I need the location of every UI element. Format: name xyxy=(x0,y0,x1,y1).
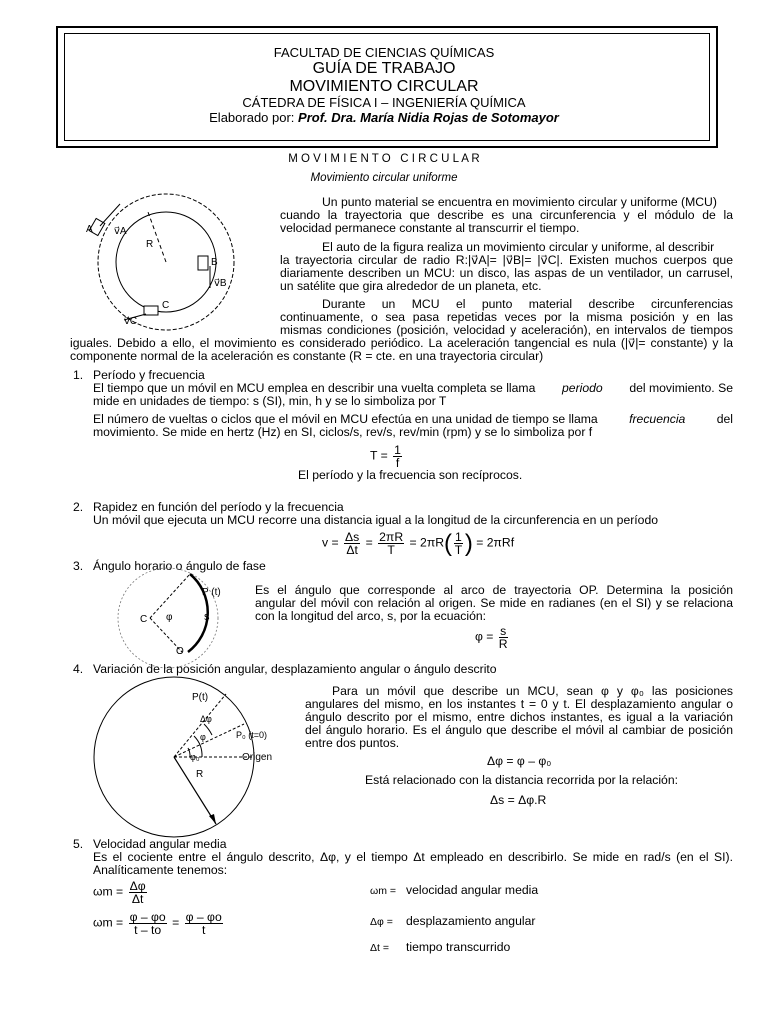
s1-formula-num: 1 xyxy=(394,443,401,457)
s4-label-origen: Origen xyxy=(242,752,273,763)
s3-formula-fraction xyxy=(499,625,508,650)
s3-number: 3. xyxy=(73,559,84,573)
car-b xyxy=(198,256,208,270)
fig1-label-r: R xyxy=(146,239,154,250)
s5-legend-2-sym: Δφ = xyxy=(370,916,393,928)
intro-p1-line-2: cuando la trayectoria que describe es una circunferencia y el módulo de la xyxy=(280,208,733,222)
s1-title: Período y frecuencia xyxy=(93,368,205,382)
intro-p3-line-4: iguales. Debido a ello, el movimiento es considerado periódico. La aceleración tangencial es nula (|v⃗|= constante) y la xyxy=(70,336,733,350)
fig1-label-vb: v⃗B xyxy=(214,278,227,289)
s5-f1-fraction xyxy=(129,880,147,905)
s3-line-2: angular del móvil con relación al origen. Se mide en radianes (en el SI) y se relaciona xyxy=(255,596,733,610)
s1-term-frequency: frecuencia xyxy=(629,412,686,426)
intro-p1-line-1: Un punto material se encuentra en movimiento circular y uniforme (MCU) xyxy=(322,195,717,209)
figure-angular-displacement xyxy=(96,690,286,840)
fig1-label-vc: v⃗C xyxy=(124,316,138,327)
figure-angle-phase xyxy=(110,580,250,660)
s5-p2: Analíticamente tenemos: xyxy=(93,863,228,877)
s4-number: 4. xyxy=(73,662,84,676)
subtitle: Movimiento circular uniforme xyxy=(310,172,458,184)
s2-frac-2-num: 2πR xyxy=(379,530,404,544)
s1-formula-fraction xyxy=(393,444,402,469)
s3-label-p: P (t) xyxy=(202,587,221,598)
s5-f2-frac-2-num: φ – φo xyxy=(185,910,222,924)
s5-legend-2 xyxy=(370,915,535,929)
s2-number: 2. xyxy=(73,500,84,514)
s3-formula-den: R xyxy=(498,637,508,651)
s5-f1-den: Δt xyxy=(131,892,144,906)
s1-p1-text-a: El tiempo que un móvil en MCU emplea en describir una vuelta completa se llama xyxy=(93,381,536,395)
s5-legend-1-desc: velocidad angular media xyxy=(406,883,539,897)
s2-f-2piR: = 2πR xyxy=(409,535,445,550)
s1-p2-text-a: El número de vueltas o ciclos que el móvil en MCU efectúa en una unidad de tiempo se llama xyxy=(93,412,598,426)
s4-label-phi: φ xyxy=(200,732,206,742)
intro-p3-line-3: mismas condiciones (posición, velocidad y aceleración), en intervalos de tiempos xyxy=(280,323,733,337)
faculty-name: FACULTAD DE CIENCIAS QUÍMICAS xyxy=(273,45,495,60)
s5-f2-eq: = xyxy=(172,915,180,930)
guide-title: GUÍA DE TRABAJO xyxy=(312,60,456,77)
s4-label-p: P(t) xyxy=(192,692,209,703)
intro-p2-line-1: El auto de la figura realiza un movimiento circular y uniforme, al describir xyxy=(322,240,715,254)
s4-line-5: entre dos puntos. xyxy=(305,736,400,750)
s4-line-4: del ángulo horario. Es el ángulo que describe el móvil al cambiar de posición xyxy=(305,723,733,737)
author-name: Prof. Dra. María Nidia Rojas de Sotomayor xyxy=(298,110,559,125)
fig1-label-b: B xyxy=(211,257,218,268)
car-c xyxy=(144,306,158,315)
s5-title: Velocidad angular media xyxy=(93,837,227,851)
author-label: Elaborado por: xyxy=(209,110,295,125)
s1-formula-den: f xyxy=(395,456,400,470)
s3-line-1: Es el ángulo que corresponde al arco de trayectoria OP. Determina la posición xyxy=(255,583,733,597)
s1-number: 1. xyxy=(73,368,84,382)
s5-f2-frac-1-num: φ – φo xyxy=(129,910,166,924)
s5-f2-lhs: ωm = xyxy=(93,915,124,930)
s3-label-s: s xyxy=(204,611,210,623)
s4-formula-2: Δs = Δφ.R xyxy=(490,793,547,807)
s2-paren-open: ( xyxy=(444,529,453,557)
s4-line-3: ángulo descrito por el mismo, entre dichos instantes, es igual a la variación xyxy=(305,710,733,724)
section-title: M O V I M I E N T O C I R C U L A R xyxy=(288,153,480,165)
s1-formula-period xyxy=(370,444,404,469)
s2-frac-3 xyxy=(454,531,463,556)
s1-formula-lhs: T = xyxy=(370,448,388,463)
s1-p1-line-2: mide en unidades de tiempo: s (SI), min, h y se lo simboliza por T xyxy=(93,394,447,408)
s1-p1-text-b: del movimiento. Se xyxy=(629,381,733,395)
s3-title: Ángulo horario o ángulo de fase xyxy=(93,559,266,573)
intro-p3-line-2: continuamente, o sea pasa repetidas veces por la misma posición y en las xyxy=(280,310,733,324)
s5-legend-1-sym: ωm = xyxy=(370,885,396,897)
fig1-label-va: v⃗A xyxy=(114,226,127,237)
topic-title: MOVIMIENTO CIRCULAR xyxy=(289,78,479,95)
s1-term-period: periodo xyxy=(562,381,603,395)
s5-f1-lhs: ωm = xyxy=(93,884,124,899)
s4-radius-p0 xyxy=(174,724,244,757)
figure-car-circular-track xyxy=(80,196,260,336)
s5-f1-num: Δφ xyxy=(129,879,146,893)
intro-p1-line-3: velocidad permanece constante al transcurrir el tiempo. xyxy=(280,221,580,235)
s5-formula-2 xyxy=(93,911,225,936)
fig1-label-c: C xyxy=(162,300,170,311)
s4-radius-r xyxy=(174,757,216,824)
s5-f2-frac-2 xyxy=(185,911,223,936)
s5-legend-1 xyxy=(370,884,538,898)
s2-paren-close: ) xyxy=(464,529,473,557)
intro-p3-line-1: Durante un MCU el punto material describe circunferencias xyxy=(322,297,733,311)
s2-frac-3-den: T xyxy=(454,543,463,557)
s5-number: 5. xyxy=(73,837,84,851)
s3-label-o: O xyxy=(176,646,184,657)
s4-line-2: angulares del mismo, en los instantes t = 0 y t. El desplazamiento angular o xyxy=(305,697,733,711)
s4-radius-p xyxy=(174,694,226,757)
s2-frac-1-num: Δs xyxy=(345,530,360,544)
s2-frac-2-den: T xyxy=(387,543,395,557)
s4-relation: Está relacionado con la distancia recorrida por la relación: xyxy=(365,773,678,787)
author-line xyxy=(0,110,768,125)
s5-f2-frac-2-den: t xyxy=(201,923,206,937)
s2-frac-3-num: 1 xyxy=(455,530,462,544)
s3-line-3: con la longitud del arco, s, por la ecuación: xyxy=(255,609,487,623)
s2-frac-2 xyxy=(378,531,404,556)
s5-legend-3 xyxy=(370,941,510,955)
s3-label-phi: φ xyxy=(166,612,173,623)
s5-formula-1 xyxy=(93,880,149,905)
s4-label-dphi: Δφ xyxy=(200,714,212,724)
s4-label-r: R xyxy=(196,769,204,780)
s5-f2-frac-1-den: t – to xyxy=(134,923,162,937)
s2-formula xyxy=(322,531,514,556)
s5-legend-3-sym: Δt = xyxy=(370,942,389,954)
intro-p2-line-3: diariamente describen un MCU: un disco, las aspas de un ventilador, un carrusel, xyxy=(280,266,733,280)
s2-title: Rapidez en función del período y la frecuencia xyxy=(93,500,344,514)
intro-p3-line-5: componente normal de la aceleración es constante (R = cte. en una trayectoria circular) xyxy=(70,349,544,363)
fig1-label-a: A xyxy=(86,224,93,235)
s5-f2-frac-1 xyxy=(129,911,167,936)
s2-f-result: = 2πRf xyxy=(476,535,515,550)
s2-f-eq: = xyxy=(365,535,373,550)
s4-title: Variación de la posición angular, desplazamiento angular o ángulo descrito xyxy=(93,662,497,676)
s4-line-1: Para un móvil que describe un MCU, sean φ y φ₀ las posiciones xyxy=(332,684,733,698)
radius-line xyxy=(148,212,166,262)
s1-p2-text-b: del xyxy=(716,412,733,426)
s2-text: Un móvil que ejecuta un MCU recorre una distancia igual a la longitud de la circunferencia en un período xyxy=(93,513,659,527)
s1-note: El período y la frecuencia son recíprocos. xyxy=(298,468,523,482)
s1-p2-line-2: movimiento. Se mide en hertz (Hz) en SI, ciclos/s, rev/s, rev/min (rpm) y se lo simboliza por f xyxy=(93,425,593,439)
s5-legend-2-desc: desplazamiento angular xyxy=(406,914,536,928)
s3-label-c: C xyxy=(140,614,148,625)
intro-p2-line-2: la trayectoria circular de radio R:|v⃗A|= |v⃗B|= |v⃗C|. Existen muchos cuerpos que xyxy=(280,253,733,267)
s3-formula-lhs: φ = xyxy=(475,629,494,644)
s4-formula-1: Δφ = φ – φ₀ xyxy=(487,754,552,768)
s3-formula-num: s xyxy=(500,624,507,638)
s5-p1: Es el cociente entre el ángulo descrito, Δφ, y el tiempo Δt empleado en describirlo. Se mide en rad/s (en el SI). xyxy=(93,850,733,864)
s4-label-p0: P₀ (t=0) xyxy=(236,730,267,740)
s4-label-phi0: φ₀ xyxy=(190,752,200,762)
s3-formula xyxy=(475,625,510,650)
s2-frac-1 xyxy=(344,531,360,556)
intro-p2-line-4: un satélite que gira alrededor de un planeta, etc. xyxy=(280,279,542,293)
s5-legend-3-desc: tiempo transcurrido xyxy=(406,940,511,954)
s2-frac-1-den: Δt xyxy=(346,543,358,557)
s2-f-v: v = xyxy=(322,535,339,550)
chair-name: CÁTEDRA DE FÍSICA I – INGENIERÍA QUÍMICA xyxy=(242,95,526,110)
